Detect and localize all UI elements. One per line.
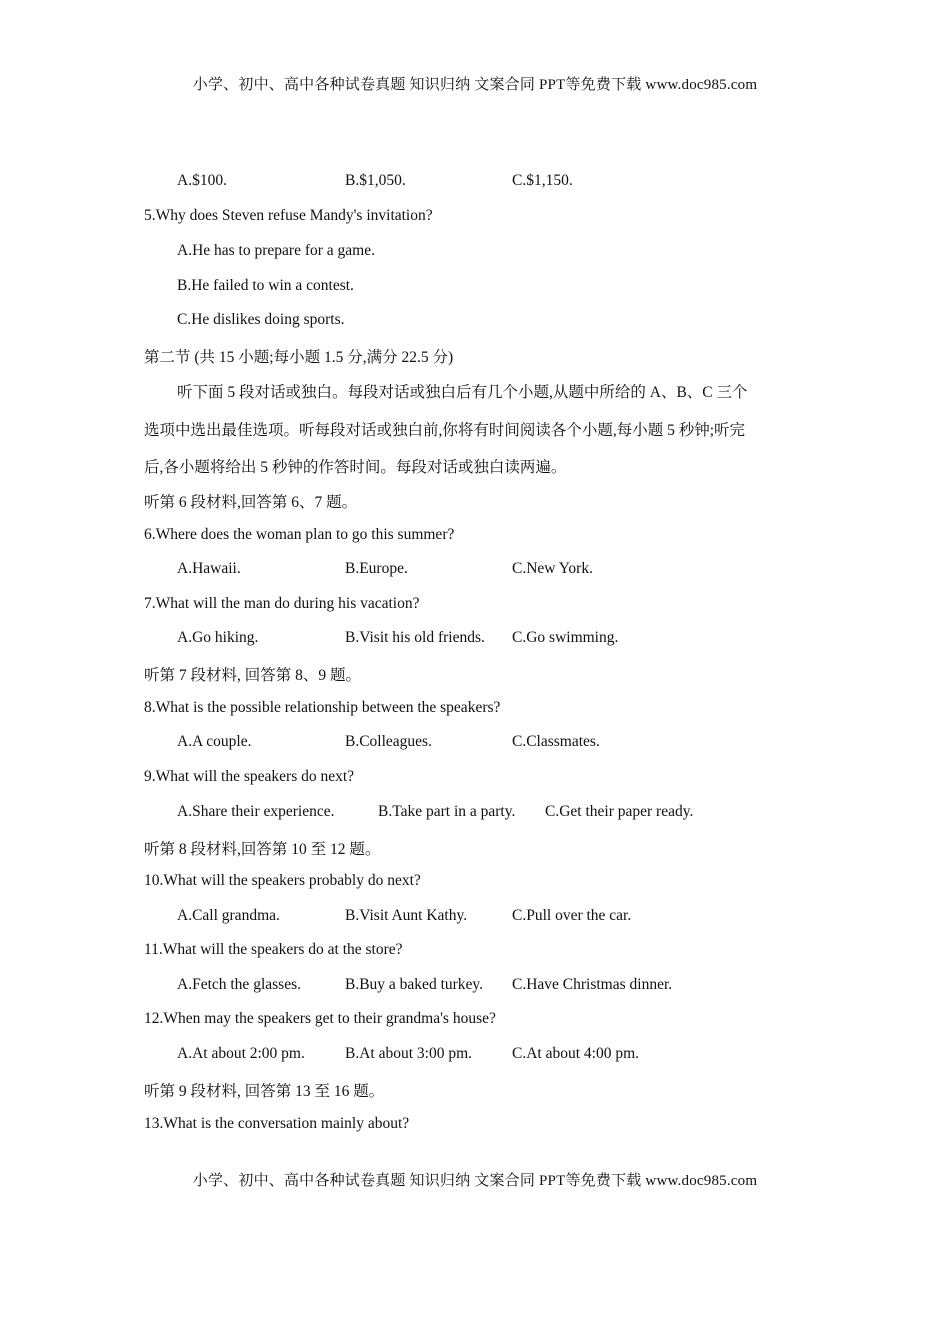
- q6-option-b: B.Europe.: [345, 560, 408, 577]
- q6-option-a: A.Hawaii.: [177, 560, 241, 577]
- q7-option-c: C.Go swimming.: [512, 629, 619, 646]
- q11-option-b: B.Buy a baked turkey.: [345, 976, 484, 993]
- section2-instructions-3: 后,各小题将给出 5 秒钟的作答时间。每段对话或独白读两遍。: [144, 459, 567, 476]
- material-6-heading: 听第 6 段材料,回答第 6、7 题。: [144, 494, 358, 511]
- q12-option-c: C.At about 4:00 pm.: [512, 1045, 640, 1062]
- q9-option-a: A.Share their experience.: [177, 803, 335, 820]
- q7-option-a: A.Go hiking.: [177, 629, 259, 646]
- section2-instructions-2: 选项中选出最佳选项。听每段对话或独白前,你将有时间阅读各个小题,每小题 5 秒钟;听完: [144, 422, 746, 439]
- material-8-heading: 听第 8 段材料,回答第 10 至 12 题。: [144, 841, 381, 858]
- q11-option-a: A.Fetch the glasses.: [177, 976, 301, 993]
- q4-option-b: B.$1,050.: [345, 172, 406, 189]
- q11-question: 11.What will the speakers do at the store?: [144, 941, 403, 958]
- page-footer: 小学、初中、高中各种试卷真题 知识归纳 文案合同 PPT等免费下载 www.doc985.com: [192, 1173, 758, 1189]
- q4-option-c: C.$1,150.: [512, 172, 573, 189]
- material-7-heading: 听第 7 段材料, 回答第 8、9 题。: [144, 667, 362, 684]
- q7-question: 7.What will the man do during his vacation?: [144, 595, 420, 612]
- q10-question: 10.What will the speakers probably do next?: [144, 872, 421, 889]
- q8-question: 8.What is the possible relationship between the speakers?: [144, 699, 501, 716]
- q6-option-c: C.New York.: [512, 560, 593, 577]
- section2-title: 第二节 (共 15 小题;每小题 1.5 分,满分 22.5 分): [144, 349, 454, 366]
- q11-option-c: C.Have Christmas dinner.: [512, 976, 673, 993]
- page-header: 小学、初中、高中各种试卷真题 知识归纳 文案合同 PPT等免费下载 www.doc985.com: [192, 77, 758, 93]
- q8-option-b: B.Colleagues.: [345, 733, 432, 750]
- q9-option-c: C.Get their paper ready.: [545, 803, 694, 820]
- q4-option-a: A.$100.: [177, 172, 227, 189]
- q5-option-c: C.He dislikes doing sports.: [177, 311, 345, 328]
- q12-question: 12.When may the speakers get to their grandma's house?: [144, 1010, 496, 1027]
- q5-option-b: B.He failed to win a contest.: [177, 277, 354, 294]
- q5-option-a: A.He has to prepare for a game.: [177, 242, 375, 259]
- material-9-heading: 听第 9 段材料, 回答第 13 至 16 题。: [144, 1083, 385, 1100]
- q8-option-c: C.Classmates.: [512, 733, 600, 750]
- q10-option-c: C.Pull over the car.: [512, 907, 632, 924]
- q7-option-b: B.Visit his old friends.: [345, 629, 485, 646]
- q9-question: 9.What will the speakers do next?: [144, 768, 355, 785]
- q10-option-a: A.Call grandma.: [177, 907, 280, 924]
- section2-instructions-1: 听下面 5 段对话或独白。每段对话或独白后有几个小题,从题中所给的 A、B、C 三个: [177, 384, 748, 401]
- q9-option-b: B.Take part in a party.: [378, 803, 516, 820]
- q12-option-b: B.At about 3:00 pm.: [345, 1045, 473, 1062]
- q8-option-a: A.A couple.: [177, 733, 252, 750]
- q10-option-b: B.Visit Aunt Kathy.: [345, 907, 468, 924]
- q13-question: 13.What is the conversation mainly about?: [144, 1115, 410, 1132]
- q5-question: 5.Why does Steven refuse Mandy's invitation?: [144, 207, 433, 224]
- q12-option-a: A.At about 2:00 pm.: [177, 1045, 305, 1062]
- q6-question: 6.Where does the woman plan to go this summer?: [144, 526, 455, 543]
